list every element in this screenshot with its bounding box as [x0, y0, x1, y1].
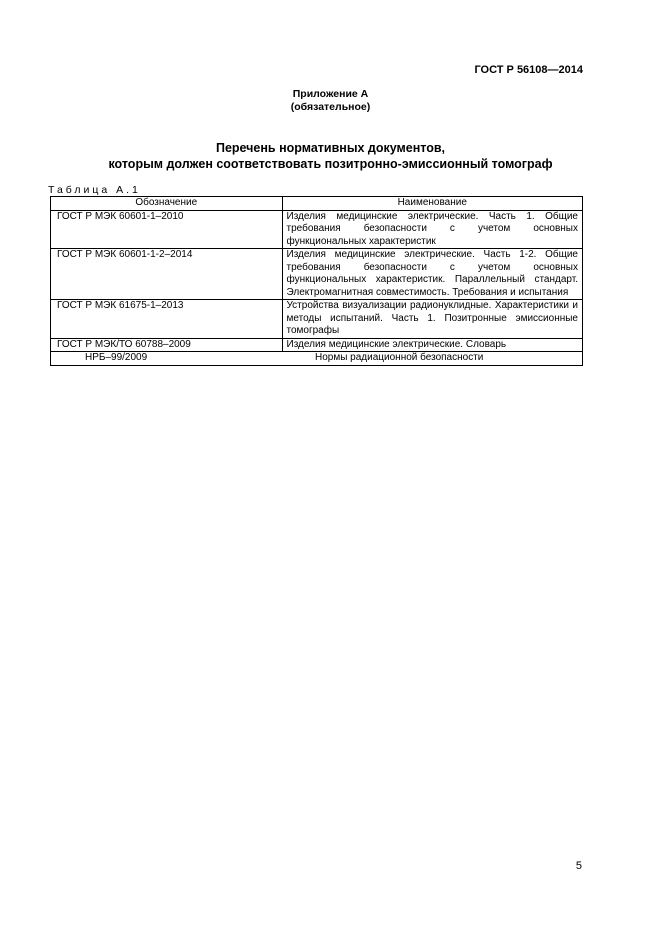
row-name: Изделия медицинские электрические. Часть 1. Общие требования безопасности с учетом основных функциональных характеристик — [282, 210, 583, 249]
row-name: Нормы радиационной безопасности — [315, 352, 484, 363]
row-code: ГОСТ Р МЭК 60601-1–2010 — [51, 210, 283, 249]
normative-documents-table — [50, 196, 583, 366]
table-row — [51, 352, 583, 366]
header-name: Наименование — [282, 197, 583, 211]
table-row — [51, 300, 583, 339]
table-caption: Таблица А.1 — [48, 184, 141, 196]
annex-status: (обязательное) — [290, 101, 371, 113]
section-title-line2: которым должен соответствовать позитронно-эмиссионный томограф — [108, 157, 553, 171]
table-row — [51, 249, 583, 300]
annex-title: Приложение А — [292, 88, 369, 100]
section-title — [0, 140, 661, 172]
page-number: 5 — [575, 860, 582, 872]
annex-heading — [0, 88, 661, 114]
row-code: ГОСТ Р МЭК 60601-1-2–2014 — [51, 249, 283, 300]
table-row — [51, 210, 583, 249]
row-name: Изделия медицинские электрические. Словарь — [282, 338, 583, 352]
row-name: Изделия медицинские электрические. Часть 1-2. Общие требования безопасности с учетом основных функциональных характеристик. Параллельный стандарт. Электромагнитная совместимость. Требования и испытания — [282, 249, 583, 300]
row-name: Устройства визуализации радионуклидные. Характеристики и методы испытаний. Часть 1. Позитронные эмиссионные томографы — [282, 300, 583, 339]
document-code: ГОСТ Р 56108—2014 — [474, 64, 583, 76]
table-header-row — [51, 197, 583, 211]
section-title-line1: Перечень нормативных документов, — [215, 141, 446, 155]
row-code: ГОСТ Р МЭК/ТО 60788–2009 — [51, 338, 283, 352]
header-designation: Обозначение — [51, 197, 283, 211]
table-row — [51, 338, 583, 352]
row-code: НРБ–99/2009 — [85, 352, 148, 363]
row-code: ГОСТ Р МЭК 61675-1–2013 — [51, 300, 283, 339]
